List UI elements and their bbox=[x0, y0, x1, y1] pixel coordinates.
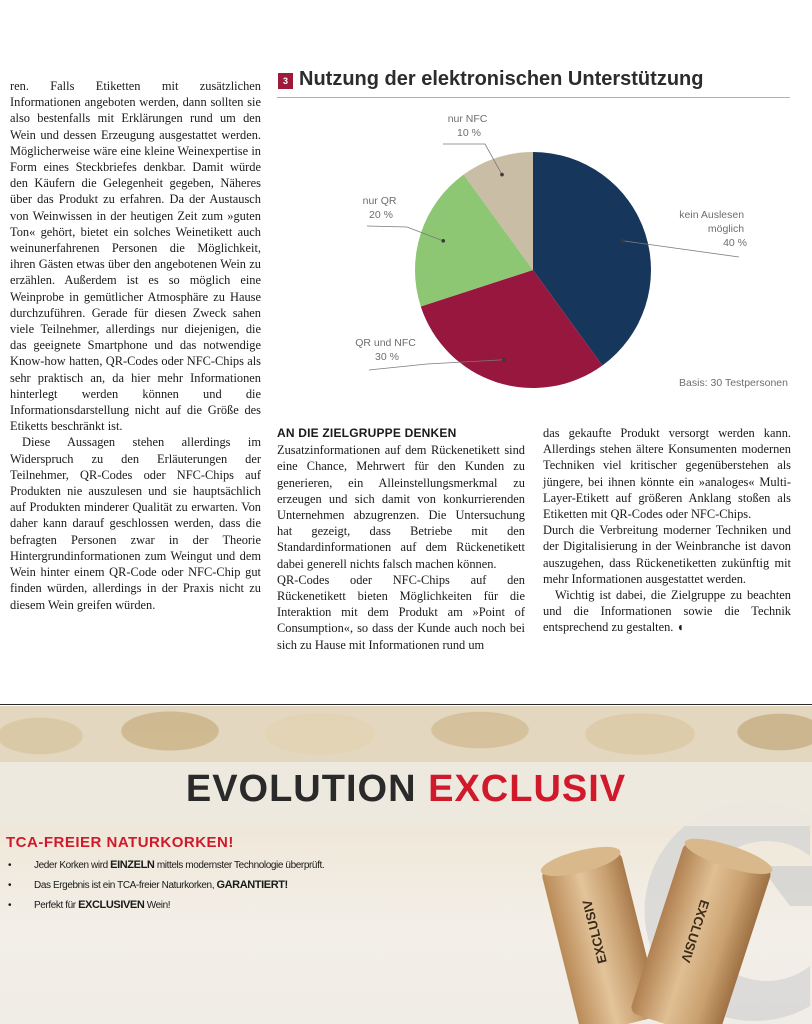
section-heading: AN DIE ZIELGRUPPE DENKEN bbox=[277, 426, 457, 440]
body-paragraph: Durch die Verbreitung moderner Techniken und der Digitalisierung in der Weinbranche ist davon auszugehen, dass Rückenetiketten zukünftig mit mehr Informationen ausgestattet werden. bbox=[543, 523, 791, 586]
chart-basis-note: Basis: 30 Testpersonen bbox=[679, 377, 788, 389]
end-mark-icon: ◖ bbox=[676, 620, 684, 635]
cork-brand-print: EXCLUSIV bbox=[579, 898, 610, 966]
left-text-column bbox=[10, 78, 261, 613]
ad-title-exclusiv: EXCLUSIV bbox=[428, 768, 627, 810]
ad-subtitle: TCA-FREIER NATURKORKEN! bbox=[6, 834, 234, 851]
figure-header bbox=[277, 70, 790, 98]
pie-chart bbox=[277, 100, 790, 400]
body-paragraph: QR-Codes oder NFC-Chips auf den Rückenetikett bieten Möglichkeiten für die Interaktion mit dem Produkt am »Point of Consumption«, so dass der Kunde auch noch bei sich zu Hause mit Informationen rund um bbox=[277, 572, 525, 652]
body-paragraph: das gekaufte Produkt versorgt werden kann. Allerdings stehen ältere Konsumenten modernen Techniken viel kritischer gegenüberstehen als jüngere, bei ihnen könnte ein »analoges« Multi-Layer-Etikett auf größeren Anklang stoßen als Etiketten mit QR-Codes oder NFC-Chips. bbox=[543, 426, 791, 522]
cork-background-image bbox=[0, 706, 812, 766]
slice-value-qr-und-nfc: 30 % bbox=[375, 351, 399, 363]
ad-bullet-list bbox=[8, 859, 324, 919]
ad-bullet: • Jeder Korken wird EINZELN mittels modernster Technologie überprüft. bbox=[8, 859, 324, 871]
ad-bullet: • Das Ergebnis ist ein TCA-freier Naturkorken, GARANTIERT! bbox=[8, 879, 324, 891]
body-paragraph: ren. Falls Etiketten mit zusätzlichen Informationen angeboten werden, dann sollten sie also bestenfalls mit Erklärungen rund um den Wein und dessen Erzeugung ausgestattet werden. Möglicherweise wäre eine kleine Weinexpertise in Form eines Steckbriefes denkbar. Damit würde den Käufern die Gelegenheit gegeben, Näheres über das Produkt zu erfahren. Da der Austausch von Weinwissen in der heutigen Zeit zum »guten Ton« gehört, bietet ein solches Weinetikett auch weinunerfahrenen Personen die Möglichkeit, ihren Gästen etwas über den angebotenen Wein zu erzählen. Außerdem ist es so möglich eine Weinprobe in gemütlicher Atmosphäre zu Hause durchzuführen. Gerade für diesen Zweck sahen viele Teilnehmer, allerdings nur diejenigen, die das geeignete Smartphone und das notwendige Know-how hatten, QR-Codes oder NFC-Chips als sehr praktisch an, da hier mehr Informationen hinterlegt werden können und die Informationsdarstellung nicht auf die Größe des Etiketts beschränkt ist. bbox=[10, 79, 261, 434]
slice-label-kein-auslesen: kein Auslesen möglich 40 % bbox=[679, 209, 747, 249]
figure-number-badge: 3 bbox=[278, 73, 293, 89]
pie-slices bbox=[415, 152, 651, 388]
body-paragraph bbox=[543, 587, 791, 636]
slice-label-nur-qr: nur QR 20 % bbox=[362, 195, 397, 221]
ad-bullet: • Perfekt für EXCLUSIVEN Wein! bbox=[8, 899, 324, 911]
body-paragraph: Diese Aussagen stehen allerdings im Widerspruch zu den Erläuterungen der Teilnehmer, QR-Codes oder NFC-Chips auf Produkten nie auszulesen und sie hauptsächlich auf Produkten minderer Qualität zu erwarten. Von daher kann darauf geschlossen werden, dass die befragten Personen zwar in der Theorie Hintergrundinformationen zum Weingut und dem Wein hinter einem QR-Code oder NFC-Chip gut finden würden, allerdings in der Praxis nicht zu diesem Wein greifen würden. bbox=[10, 435, 261, 612]
leader-dot-kein-auslesen bbox=[621, 239, 625, 243]
body-paragraph: Zusatzinformationen auf dem Rückenetikett sind eine Chance, Mehrwert für den Kunden zu generieren, ein Alleinstellungsmerkmal zu erzeugen und sich damit von konkurrierenden Unternehmen abzugrenzen. Die Untersuchung hat gezeigt, dass Betriebe mit den Standardinformationen auf dem Rückenetikett dabei generell nichts falsch machen können. bbox=[277, 443, 525, 571]
middle-text-column bbox=[277, 425, 525, 653]
page-divider bbox=[0, 704, 812, 705]
slice-label-nur-nfc: nur NFC 10 % bbox=[447, 113, 488, 139]
leader-dot-qr-und-nfc bbox=[502, 358, 506, 362]
ad-title-evolution: EVOLUTION bbox=[185, 768, 417, 810]
ad-title bbox=[0, 768, 812, 811]
slice-value-nur-qr: 20 % bbox=[369, 209, 393, 221]
slice-value-nur-nfc: 10 % bbox=[457, 127, 481, 139]
cork-brand-print: EXCLUSIV bbox=[678, 898, 713, 965]
leader-dot-nur-nfc bbox=[500, 173, 504, 177]
closing-sentence: Wichtig ist dabei, die Zielgruppe zu beachten und die Informationen sowie die Technik entsprechend zu gestalten. bbox=[543, 588, 791, 635]
right-text-column bbox=[543, 425, 791, 636]
slice-label-qr-und-nfc: QR und NFC 30 % bbox=[355, 337, 416, 363]
slice-value-kein-auslesen: 40 % bbox=[723, 237, 747, 249]
figure-title: Nutzung der elektronischen Unterstützung bbox=[299, 68, 704, 90]
advertisement bbox=[0, 706, 812, 1024]
leader-dot-nur-qr bbox=[441, 239, 445, 243]
